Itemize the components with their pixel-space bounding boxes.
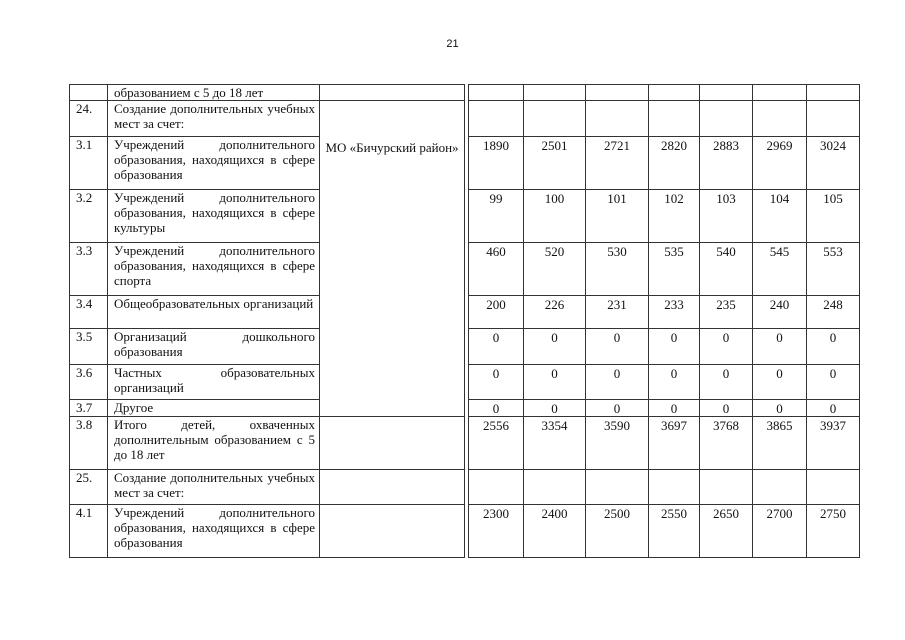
table-row (70, 329, 860, 365)
value-cell (753, 101, 807, 137)
value-cell: 1890 (469, 137, 524, 190)
value-cell: 3937 (807, 417, 860, 470)
value-cell: 0 (700, 365, 753, 400)
value-cell: 0 (700, 329, 753, 365)
value-cell (649, 470, 700, 505)
value-cell: 0 (469, 365, 524, 400)
value-cell: 3768 (700, 417, 753, 470)
data-table (69, 84, 860, 558)
value-cell (807, 85, 860, 101)
row-number: 24. (70, 101, 108, 137)
value-cell (524, 101, 586, 137)
value-cell: 102 (649, 190, 700, 243)
value-cell: 2500 (586, 505, 649, 558)
table-row (70, 190, 860, 243)
row-label: Учреждений дополнительного образования, находящихся в сфере спорта (108, 243, 320, 296)
value-cell: 535 (649, 243, 700, 296)
value-cell: 101 (586, 190, 649, 243)
row-label: Создание дополнительных учебных мест за счет: (108, 101, 320, 137)
value-cell: 0 (524, 329, 586, 365)
value-cell (700, 470, 753, 505)
value-cell: 2969 (753, 137, 807, 190)
value-cell: 2820 (649, 137, 700, 190)
value-cell: 0 (469, 329, 524, 365)
value-cell (807, 101, 860, 137)
row-label: Учреждений дополнительного образования, находящихся в сфере образования (108, 137, 320, 190)
table-row (70, 85, 860, 101)
value-cell: 100 (524, 190, 586, 243)
row-label: Итого детей, охваченных дополнительным образованием с 5 до 18 лет (108, 417, 320, 470)
table-row (70, 137, 860, 190)
row-number: 3.1 (70, 137, 108, 190)
value-cell: 540 (700, 243, 753, 296)
value-cell: 2750 (807, 505, 860, 558)
row-label: Другое (108, 400, 320, 417)
value-cell: 0 (753, 329, 807, 365)
value-cell: 0 (469, 400, 524, 417)
row-number: 3.7 (70, 400, 108, 417)
value-cell: 0 (586, 365, 649, 400)
value-cell: 0 (649, 329, 700, 365)
value-cell: 0 (700, 400, 753, 417)
value-cell: 200 (469, 296, 524, 329)
value-cell (649, 101, 700, 137)
row-number: 3.3 (70, 243, 108, 296)
row-number: 4.1 (70, 505, 108, 558)
value-cell: 530 (586, 243, 649, 296)
organization-name: МО «Бичурский район» (325, 140, 459, 155)
value-cell: 460 (469, 243, 524, 296)
value-cell (700, 101, 753, 137)
table-row (70, 505, 860, 558)
value-cell: 0 (649, 365, 700, 400)
table-row (70, 400, 860, 417)
value-cell: 231 (586, 296, 649, 329)
value-cell: 233 (649, 296, 700, 329)
row-label: Организаций дошкольного образования (108, 329, 320, 365)
value-cell: 3590 (586, 417, 649, 470)
table-row (70, 243, 860, 296)
row-number: 25. (70, 470, 108, 505)
value-cell (753, 85, 807, 101)
value-cell (524, 85, 586, 101)
organization-cell (320, 101, 465, 417)
row-label: Общеобразовательных организаций (108, 296, 320, 329)
table-row (70, 365, 860, 400)
value-cell: 0 (586, 400, 649, 417)
row-number: 3.4 (70, 296, 108, 329)
value-cell: 2721 (586, 137, 649, 190)
value-cell: 103 (700, 190, 753, 243)
value-cell: 2556 (469, 417, 524, 470)
value-cell (586, 470, 649, 505)
value-cell: 0 (753, 400, 807, 417)
row-number: 3.2 (70, 190, 108, 243)
value-cell: 2501 (524, 137, 586, 190)
table-row (70, 470, 860, 505)
value-cell: 105 (807, 190, 860, 243)
value-cell: 3697 (649, 417, 700, 470)
value-cell: 2700 (753, 505, 807, 558)
organization-cell-empty (320, 470, 465, 505)
row-label: образованием с 5 до 18 лет (108, 85, 320, 101)
row-number: 3.6 (70, 365, 108, 400)
value-cell: 553 (807, 243, 860, 296)
value-cell: 0 (807, 400, 860, 417)
row-label: Частных образовательных организаций (108, 365, 320, 400)
value-cell (586, 85, 649, 101)
value-cell: 0 (524, 400, 586, 417)
value-cell (469, 470, 524, 505)
value-cell: 226 (524, 296, 586, 329)
value-cell: 0 (586, 329, 649, 365)
value-cell (753, 470, 807, 505)
table-row (70, 417, 860, 470)
organization-cell-empty (320, 417, 465, 470)
value-cell: 0 (649, 400, 700, 417)
value-cell: 2300 (469, 505, 524, 558)
value-cell: 3024 (807, 137, 860, 190)
row-number: 3.8 (70, 417, 108, 470)
value-cell (649, 85, 700, 101)
table-row (70, 296, 860, 329)
value-cell: 3354 (524, 417, 586, 470)
value-cell: 99 (469, 190, 524, 243)
row-label: Учреждений дополнительного образования, находящихся в сфере культуры (108, 190, 320, 243)
organization-cell-empty (320, 85, 465, 101)
value-cell (807, 470, 860, 505)
value-cell: 235 (700, 296, 753, 329)
row-label: Учреждений дополнительного образования, находящихся в сфере образования (108, 505, 320, 558)
page-number: 21 (446, 38, 459, 50)
value-cell: 2400 (524, 505, 586, 558)
value-cell: 2650 (700, 505, 753, 558)
row-number (70, 85, 108, 101)
table-row (70, 101, 860, 137)
value-cell (469, 85, 524, 101)
value-cell: 248 (807, 296, 860, 329)
row-number: 3.5 (70, 329, 108, 365)
value-cell: 545 (753, 243, 807, 296)
organization-cell-empty (320, 505, 465, 558)
value-cell: 0 (807, 329, 860, 365)
value-cell (586, 101, 649, 137)
value-cell (469, 101, 524, 137)
value-cell: 0 (807, 365, 860, 400)
value-cell: 3865 (753, 417, 807, 470)
value-cell (700, 85, 753, 101)
row-label: Создание дополнительных учебных мест за счет: (108, 470, 320, 505)
value-cell: 0 (753, 365, 807, 400)
value-cell: 2550 (649, 505, 700, 558)
value-cell: 2883 (700, 137, 753, 190)
value-cell (524, 470, 586, 505)
value-cell: 0 (524, 365, 586, 400)
value-cell: 240 (753, 296, 807, 329)
value-cell: 520 (524, 243, 586, 296)
value-cell: 104 (753, 190, 807, 243)
